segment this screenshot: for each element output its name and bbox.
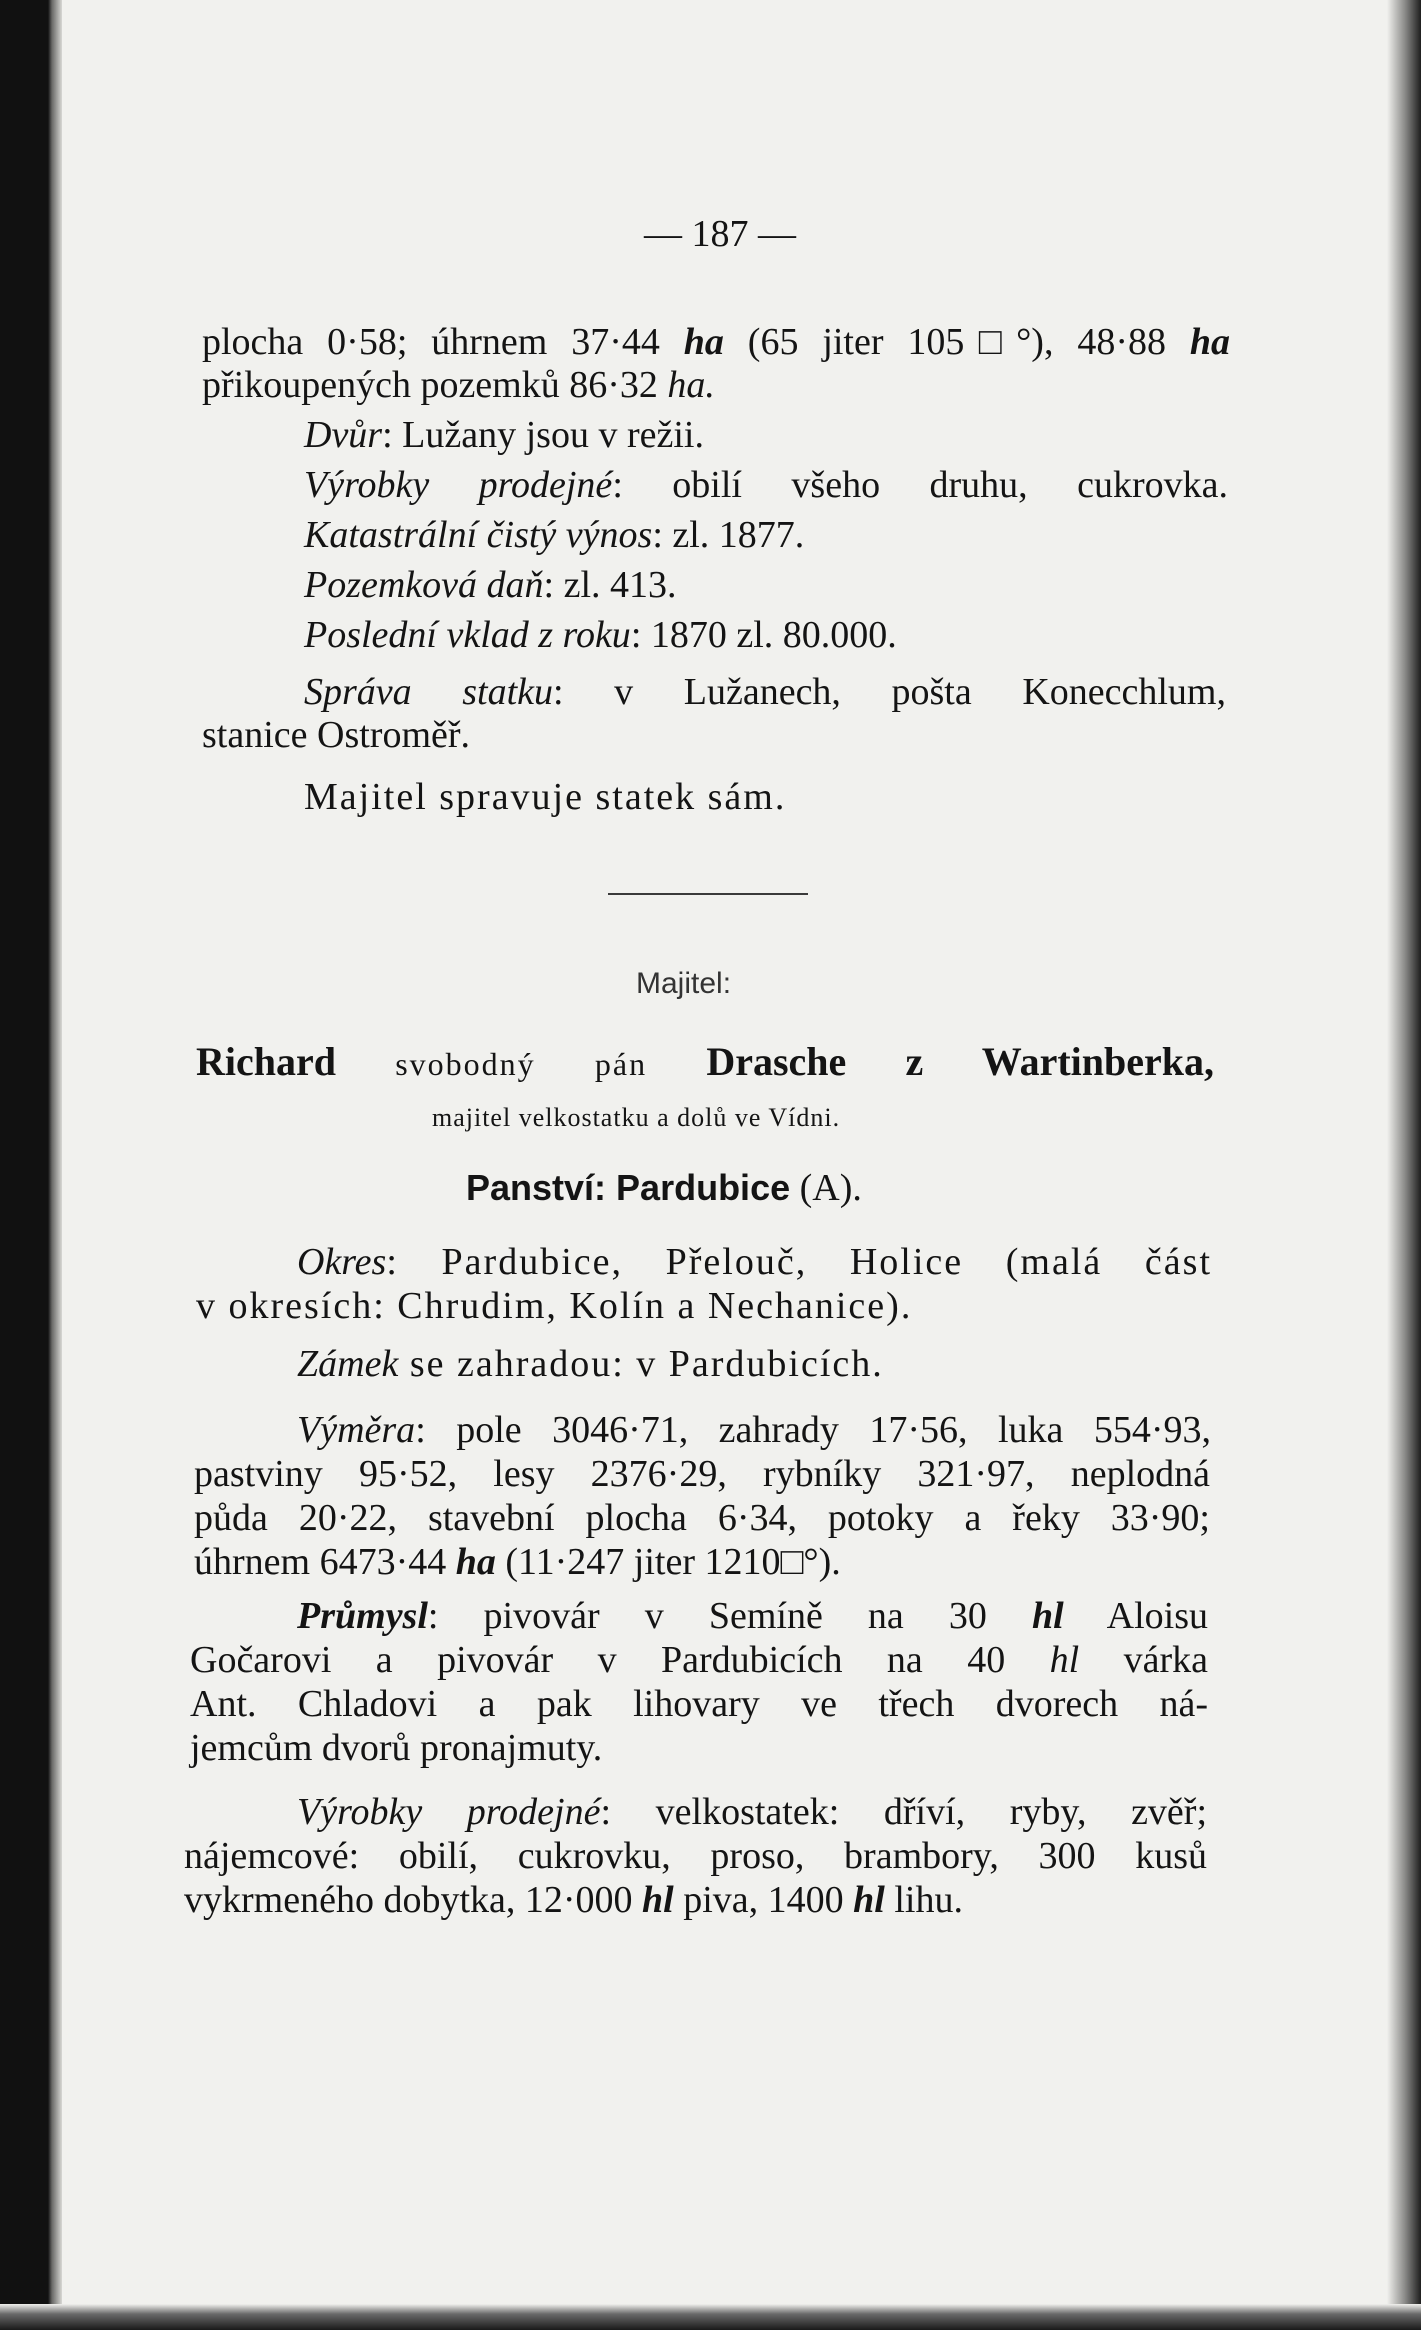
text-line-castle: Zámek se zahradou: v Pardubicích. xyxy=(297,1343,884,1385)
text-line-industry-3: Ant. Chladovi a pak lihovary ve třech dvorech ná- xyxy=(190,1683,1208,1725)
text-line-owner-manages: Majitel spravuje statek sám. xyxy=(304,776,787,818)
book-spine-shadow xyxy=(0,0,62,2330)
text-line-area-2: pastviny 95·52, lesy 2376·29, rybníky 321·97, neplodná xyxy=(194,1453,1210,1495)
text-line-area-1: Výměra: pole 3046·71, zahrady 17·56, luka 554·93, xyxy=(297,1409,1211,1451)
owner-description: majitel velkostatku a dolů ve Vídni. xyxy=(432,1103,841,1132)
text-line-administration: Správa statku: v Lužanech, pošta Konecchlum, xyxy=(304,671,1226,713)
text-line-industry-2: Gočarovi a pivovár v Pardubicích na 40 hl várka xyxy=(190,1639,1208,1681)
text-line-products-2: nájemcové: obilí, cukrovku, proso, brambory, 300 kusů xyxy=(184,1835,1207,1877)
text-line-area-4: úhrnem 6473·44 ha (11·247 jiter 1210□°). xyxy=(194,1541,841,1583)
text-line-district-2: v okresích: Chrudim, Kolín a Nechanice). xyxy=(196,1285,913,1327)
owner-heading: Majitel: xyxy=(636,967,732,1000)
text-line-land-tax: Pozemková daň: zl. 413. xyxy=(304,564,677,606)
text-line-dvur: Dvůr: Lužany jsou v režii. xyxy=(304,414,704,456)
page-right-edge xyxy=(1387,0,1421,2330)
text-line-products: Výrobky prodejné: obilí všeho druhu, cukrovka. xyxy=(304,464,1229,506)
text-line-industry-1: Průmysl: pivovár v Semíně na 30 hl Aloisu xyxy=(297,1595,1208,1637)
text-line-products-3: vykrmeného dobytka, 12·000 hl piva, 1400 hl lihu. xyxy=(184,1879,963,1921)
text-line-last-deposit: Poslední vklad z roku: 1870 zl. 80.000. xyxy=(304,614,897,656)
owner-name-line: Richard svobodný pán Drasche z Wartinberka, xyxy=(196,1039,1215,1084)
text-line-district: Okres: Pardubice, Přelouč, Holice (malá část xyxy=(297,1241,1212,1283)
text-line-cadastral-yield: Katastrální čistý výnos: zl. 1877. xyxy=(304,514,805,556)
text-line-station: stanice Ostroměř. xyxy=(202,714,471,756)
page-number: — 187 — xyxy=(644,213,796,255)
page-bottom-edge xyxy=(0,2304,1421,2330)
text-line-purchased-land: přikoupených pozemků 86·32 ha. xyxy=(202,364,715,406)
text-line-area-3: půda 20·22, stavební plocha 6·34, potoky a řeky 33·90; xyxy=(194,1497,1210,1539)
text-line-products-1: Výrobky prodejné: velkostatek: dříví, ryby, zvěř; xyxy=(297,1791,1208,1833)
text-line-area-total: plocha 0·58; úhrnem 37·44 ha (65 jiter 105□°), 48·88 ha xyxy=(202,321,1231,363)
section-divider xyxy=(608,893,808,895)
estate-title: Panství: Pardubice (A). xyxy=(466,1167,862,1209)
text-line-industry-4: jemcům dvorů pronajmuty. xyxy=(190,1727,603,1769)
